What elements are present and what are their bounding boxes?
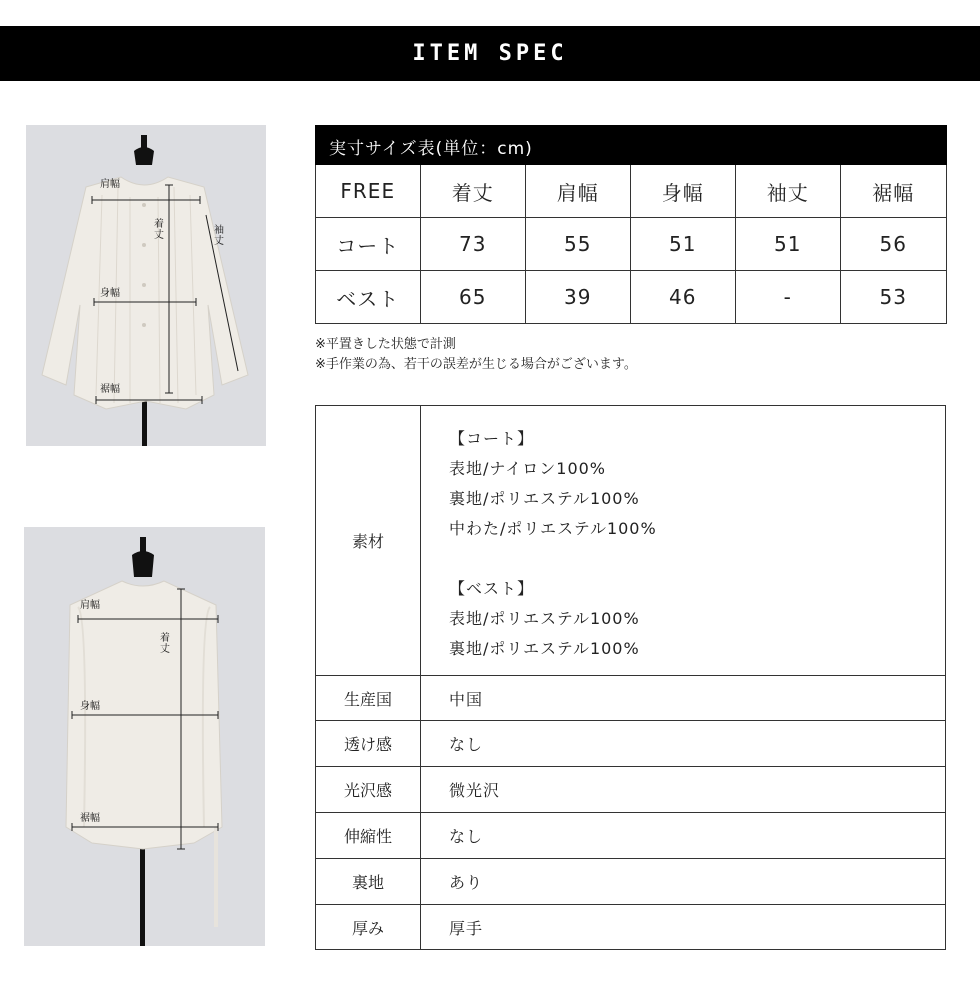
spec-label: 裏地 [316, 859, 421, 904]
size-header-cell: 袖丈 [736, 165, 841, 217]
spec-label: 光沢感 [316, 767, 421, 812]
spec-label: 厚み [316, 905, 421, 949]
spec-row [316, 767, 945, 813]
size-table-title: 実寸サイズ表(単位：cm) [329, 139, 533, 159]
measurement-notes [315, 335, 637, 375]
vest-label-hem: 裾幅 [80, 813, 100, 824]
material-line: 表地/ポリエステル100% [449, 609, 640, 628]
spec-row [316, 721, 945, 767]
size-cell: 56 [841, 218, 948, 270]
material-line: 裏地/ポリエステル100% [449, 639, 640, 658]
size-header-cell: 裾幅 [841, 165, 948, 217]
coat-label-hem: 裾幅 [100, 384, 120, 395]
material-line: 裏地/ポリエステル100% [449, 489, 640, 508]
spec-row [316, 905, 945, 949]
spec-row-material [316, 406, 945, 676]
coat-label-sleeve: 袖丈 [214, 225, 224, 247]
coat-label-length: 着丈 [154, 219, 164, 241]
size-table-header-row [315, 165, 947, 218]
coat-illustration [26, 125, 266, 446]
spec-value: あり [449, 873, 484, 892]
spec-value: なし [449, 827, 484, 846]
size-cell: 46 [631, 271, 737, 323]
coat-label-shoulder: 肩幅 [100, 179, 120, 190]
size-header-cell: FREE [315, 165, 421, 217]
size-header-cell: 身幅 [631, 165, 737, 217]
size-cell: 73 [421, 218, 527, 270]
spec-label: 素材 [316, 406, 421, 675]
size-cell: - [736, 271, 841, 323]
material-line: 表地/ナイロン100% [449, 459, 607, 478]
size-cell: 51 [736, 218, 841, 270]
spec-label: 透け感 [316, 721, 421, 766]
size-cell: 65 [421, 271, 527, 323]
coat-label-body: 身幅 [100, 288, 120, 299]
size-table-title-bar [315, 125, 947, 165]
size-cell: 53 [841, 271, 948, 323]
vest-label-length: 着丈 [160, 633, 170, 655]
size-table-row [315, 218, 947, 271]
section-title: ITEM SPEC [412, 41, 568, 66]
spec-row [316, 813, 945, 859]
spec-value: なし [449, 735, 484, 754]
material-line: 【ベスト】 [449, 579, 535, 598]
spec-row [316, 859, 945, 905]
spec-value: 微光沢 [449, 781, 501, 800]
material-line: 【コート】 [449, 429, 535, 448]
material-line [449, 544, 945, 574]
spec-value: 厚手 [449, 918, 484, 938]
note-line: ※平置きした状態で計測 [315, 337, 456, 352]
size-cell: 55 [526, 218, 631, 270]
size-cell: 39 [526, 271, 631, 323]
material-line: 中わた/ポリエステル100% [449, 519, 657, 538]
section-header [0, 26, 980, 81]
size-header-cell: 着丈 [421, 165, 527, 217]
spec-table [315, 405, 946, 950]
vest-measurement-photo [24, 527, 265, 946]
spec-label: 伸縮性 [316, 813, 421, 858]
size-table [315, 165, 947, 324]
spec-material-value [421, 406, 945, 675]
size-table-row [315, 271, 947, 324]
note-line: ※手作業の為、若干の誤差が生じる場合がございます。 [315, 357, 637, 372]
spec-value: 中国 [449, 689, 484, 709]
size-header-cell: 肩幅 [526, 165, 631, 217]
size-cell: ベスト [315, 271, 421, 323]
spec-label: 生産国 [316, 676, 421, 720]
vest-label-body: 身幅 [80, 701, 100, 712]
size-cell: コート [315, 218, 421, 270]
vest-illustration [24, 527, 265, 946]
vest-label-shoulder: 肩幅 [80, 600, 100, 611]
spec-row [316, 676, 945, 721]
coat-measurement-photo [26, 125, 266, 446]
size-cell: 51 [631, 218, 737, 270]
